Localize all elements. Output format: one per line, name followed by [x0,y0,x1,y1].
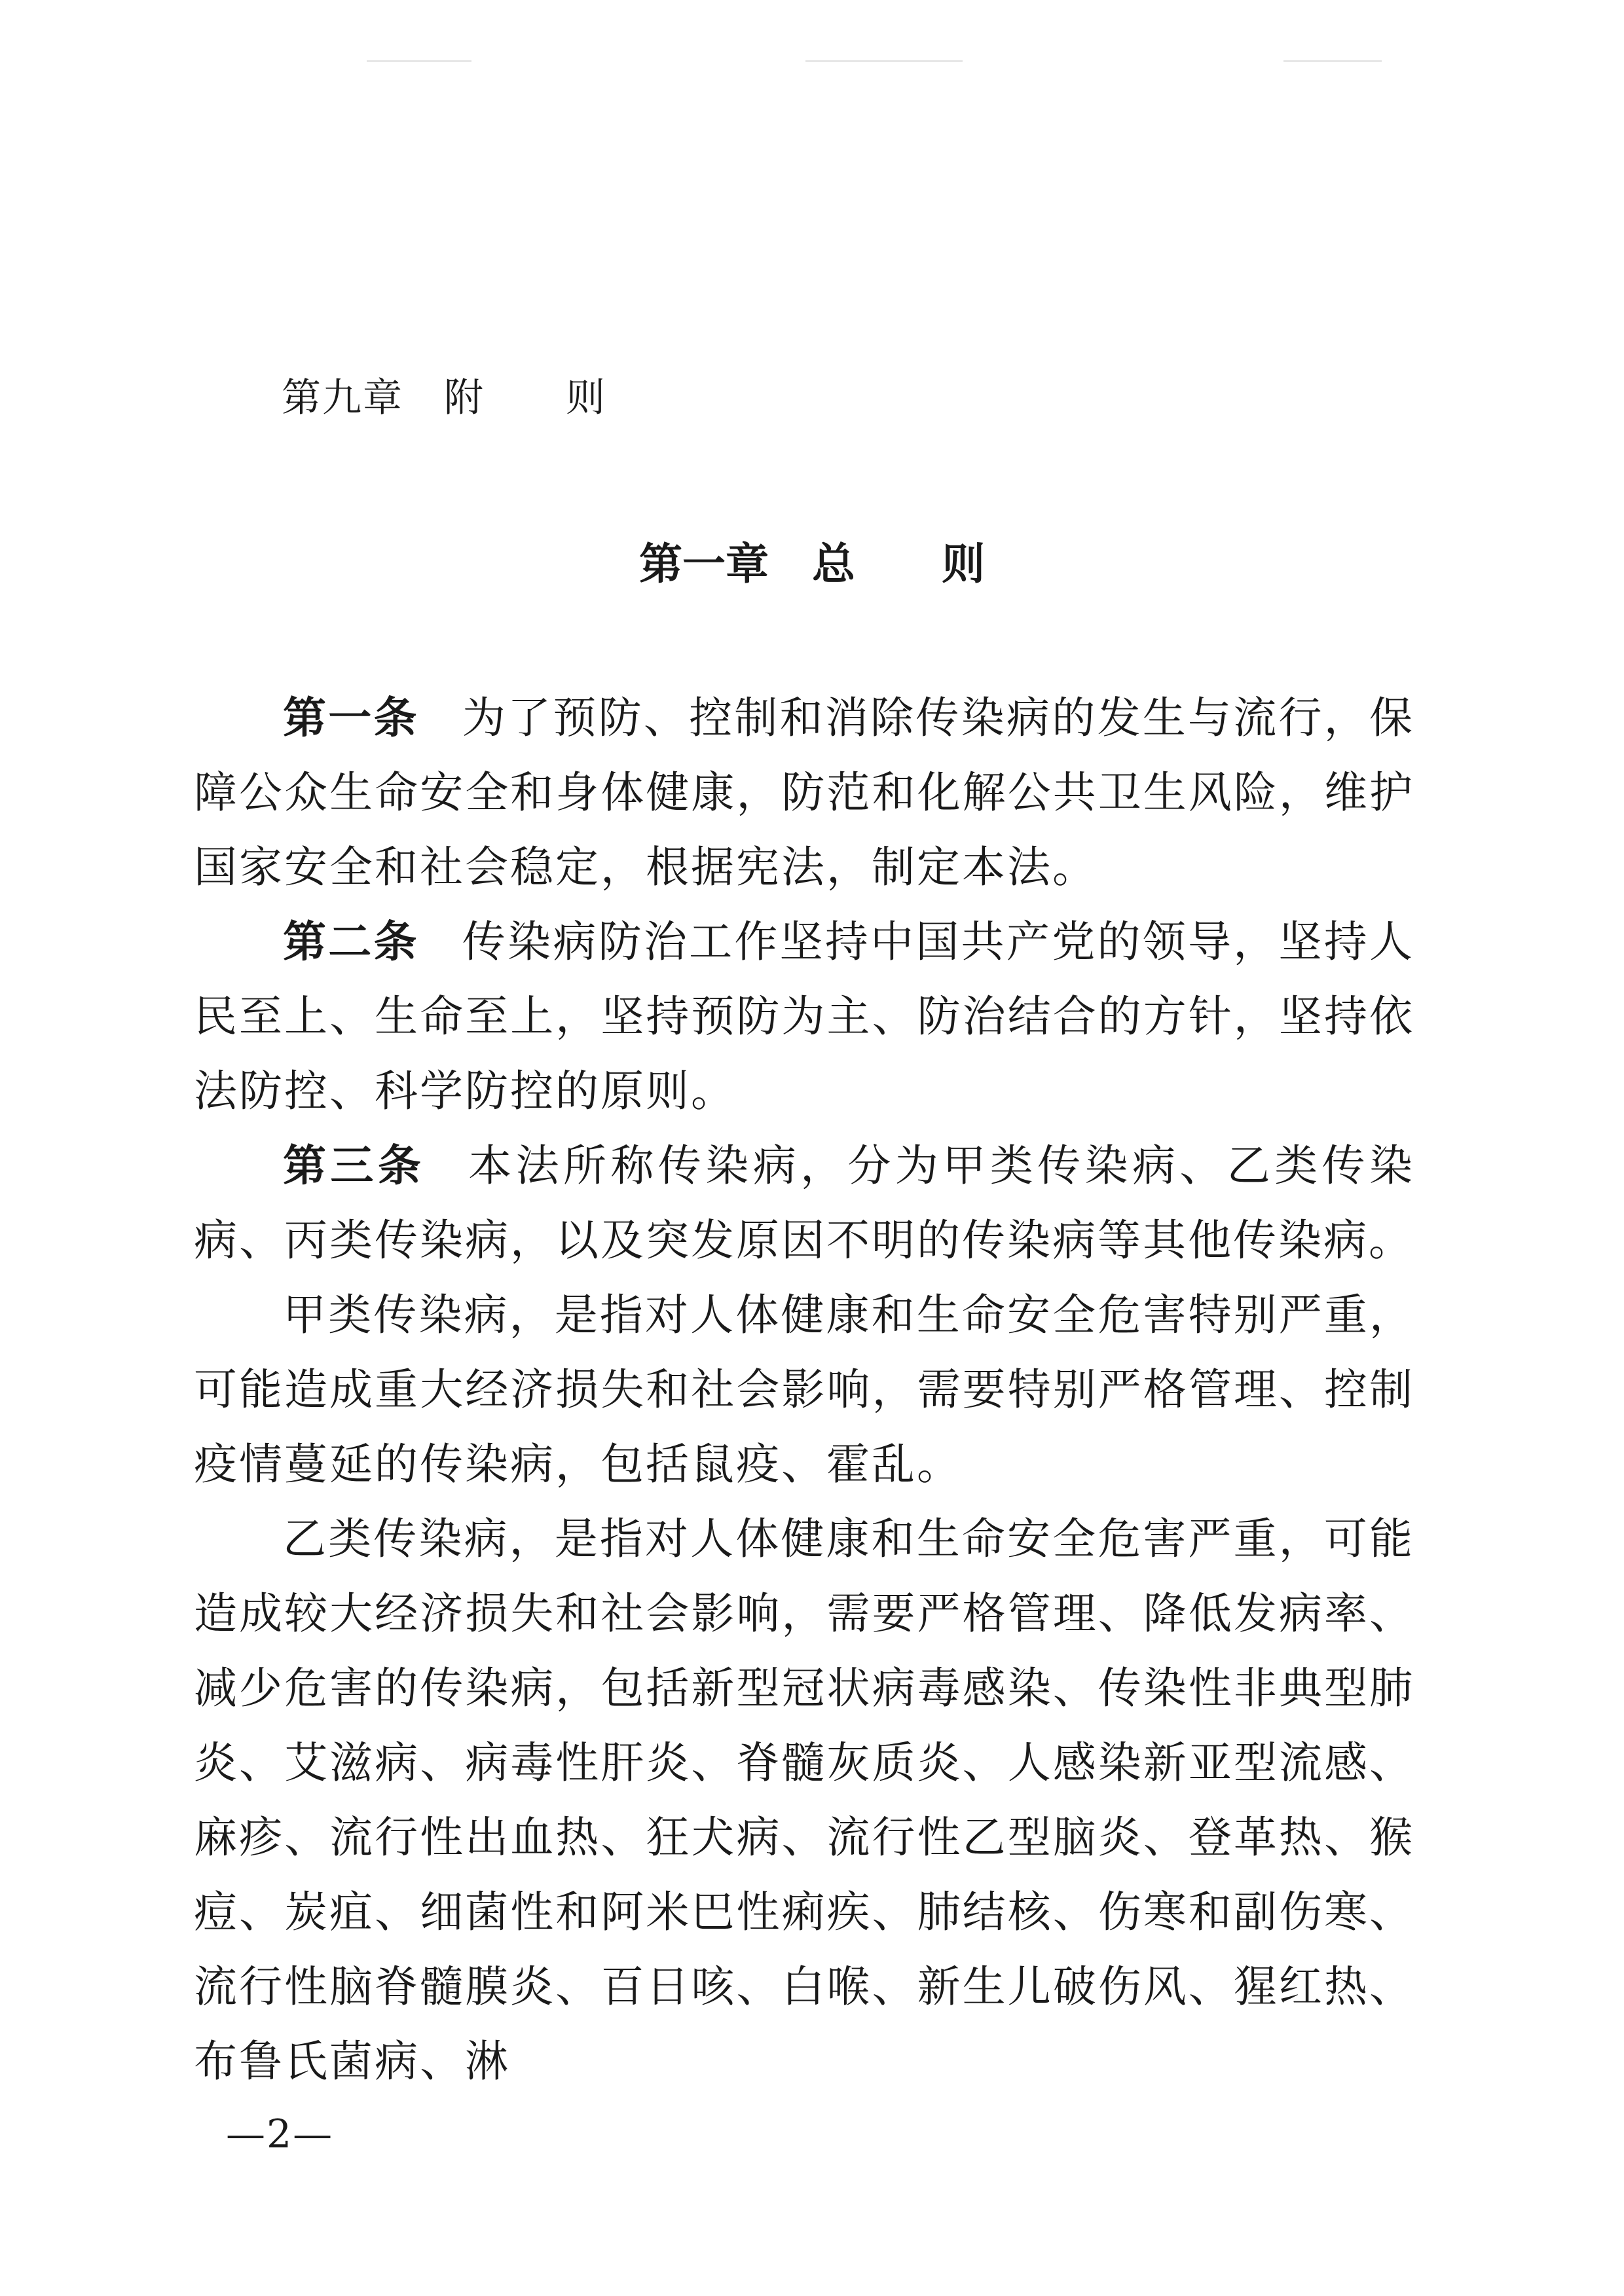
paragraph-class-a: 甲类传染病，是指对人体健康和生命安全危害特别严重，可能造成重大经济损失和社会影响，需要特别严格管理、控制疫情蔓延的传染病，包括鼠疫、霍乱。 [194,1290,1414,1489]
scan-artifact-mark [805,60,963,62]
article-text: 为了预防、控制和消除传染病的发生与流行，保障公众生命安全和身体健康，防范和化解公共卫生风险，维护国家安全和社会稳定，根据宪法，制定本法。 [194,693,1415,892]
article-text: 本法所称传染病，分为甲类传染病、乙类传染病、丙类传染病，以及突发原因不明的传染病等其他传染病。 [194,1140,1415,1266]
article-2 [194,905,1414,1129]
body-text [194,681,1414,2099]
article-number: 第二条 [283,917,419,967]
chapter-title: 第一章 总 则 [639,539,985,589]
article-3 [194,1129,1414,1278]
paragraph-class-b: 乙类传染病，是指对人体健康和生命安全危害严重，可能造成较大经济损失和社会影响，需要严格管理、降低发病率、减少危害的传染病，包括新型冠状病毒感染、传染性非典型肺炎、艾滋病、病毒性肝炎、脊髓灰质炎、人感染新亚型流感、麻疹、流行性出血热、狂犬病、流行性乙型脑炎、登革热、猴痘、炭疽、细菌性和阿米巴性痢疾、肺结核、伤寒和副伤寒、流行性脑脊髓膜炎、百日咳、白喉、新生儿破伤风、猩红热、布鲁氏菌病、淋 [194,1514,1414,2086]
scan-artifact-mark [1283,60,1382,62]
toc-chapter-nine: 第九章 附 则 [282,375,606,421]
article-number: 第三条 [283,1140,426,1191]
article-1 [194,681,1414,905]
article-number: 第一条 [283,693,419,743]
scan-artifact-mark [367,60,471,62]
page-number: —2— [226,2111,334,2157]
article-text: 传染病防治工作坚持中国共产党的领导，坚持人民至上、生命至上，坚持预防为主、防治结合的方针，坚持依法防控、科学防控的原则。 [194,917,1415,1116]
